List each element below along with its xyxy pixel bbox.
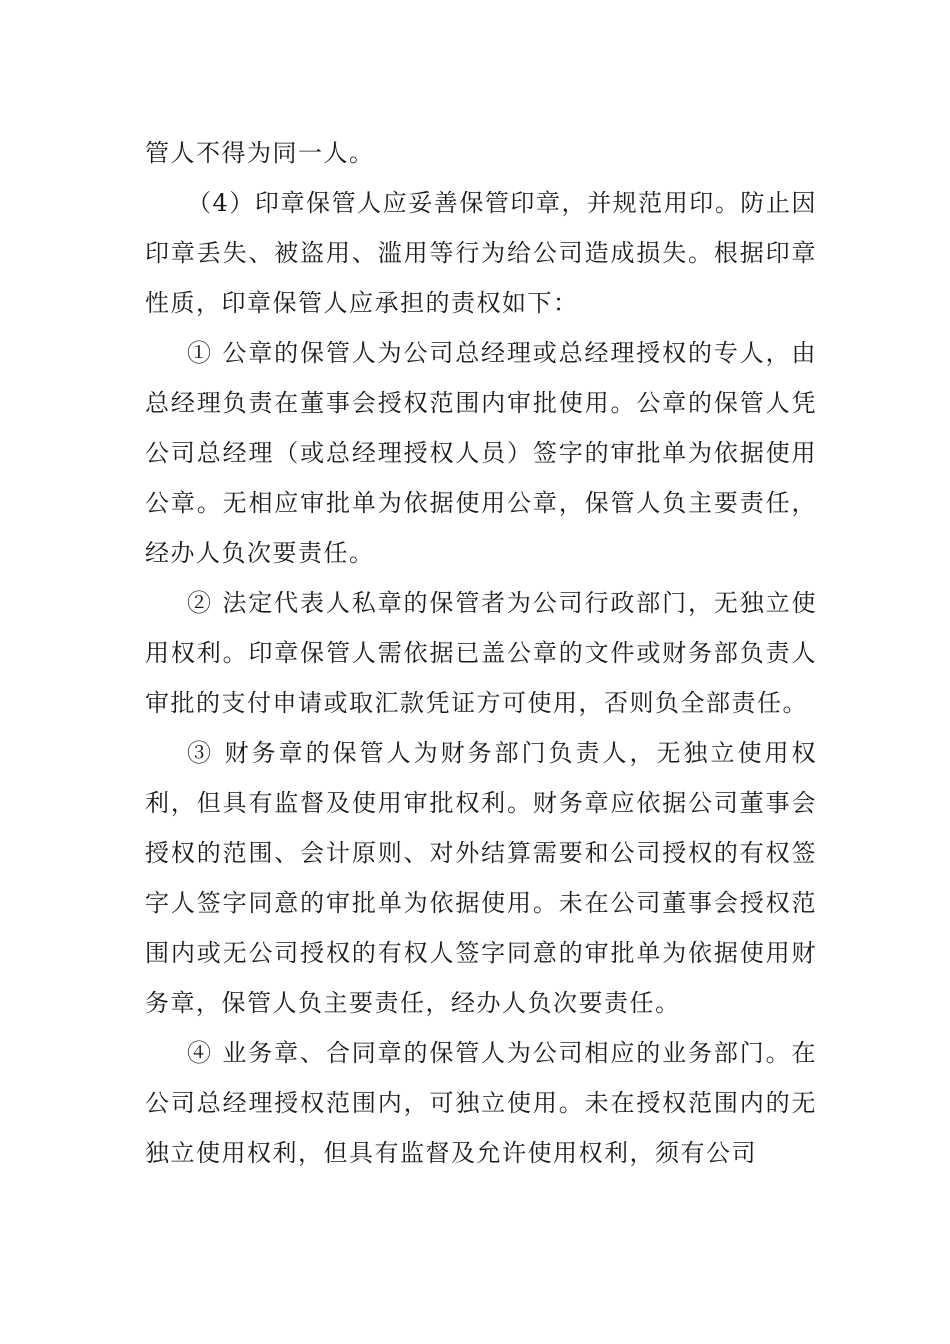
paragraph-continuation: 管人不得为同一人。 [145,139,375,167]
paragraph-official-seal: ① 公章的保管人为公司总经理或总经理授权的专人，由总经理负责在董事会授权范围内审批使用。公章的保管人凭公司总经理（或总经理授权人员）签字的审批单为依据使用公章。无相应审批单为依据使用公章，保管人负主要责任，经办人负次要责任。 [145,339,817,567]
paragraph-business-seal: ④ 业务章、合同章的保管人为公司相应的业务部门。在公司总经理授权范围内，可独立使用。未在授权范围内的无独立使用权利，但具有监督及允许使用权利，须有公司 [145,1039,817,1167]
paragraph-finance-seal: ③ 财务章的保管人为财务部门负责人，无独立使用权利，但具有监督及使用审批权利。财务章应依据公司董事会授权的范围、会计原则、对外结算需要和公司授权的有权签字人签字同意的审批单为依据使用。未在公司董事会授权范围内或无公司授权的有权人签字同意的审批单为依据使用财务章，保管人负主要责任，经办人负次要责任。 [145,739,817,1017]
document-body [145,128,817,1178]
paragraph-item-4: （4）印章保管人应妥善保管印章，并规范用印。防止因印章丢失、被盗用、滥用等行为给公司造成损失。根据印章性质，印章保管人应承担的责权如下： [145,189,817,317]
paragraph-legal-rep-seal: ② 法定代表人私章的保管者为公司行政部门，无独立使用权利。印章保管人需依据已盖公章的文件或财务部负责人审批的支付申请或取汇款凭证方可使用，否则负全部责任。 [145,589,817,717]
